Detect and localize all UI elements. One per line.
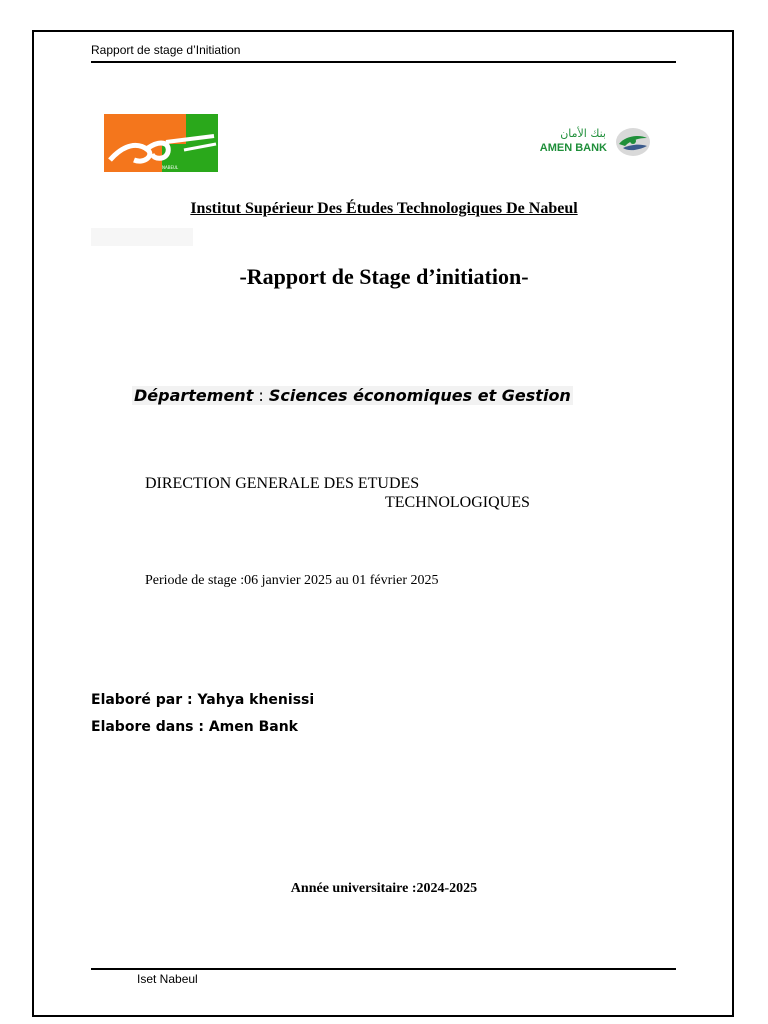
department-separator: : [253,386,269,405]
direction-line-2: TECHNOLOGIQUES [385,494,530,511]
academic-year: Année universitaire :2024-2025 [290,881,478,896]
department-label: Département [134,386,254,405]
internship-period: Periode de stage :06 janvier 2025 au 01 février 2025 [145,573,439,588]
svg-text:AMEN BANK: AMEN BANK [539,142,607,154]
svg-text:NABEUL: NABEUL [162,165,179,170]
organization-line: Elabore dans : Amen Bank [91,719,298,735]
department-value: Sciences économiques et Gestion [268,386,571,405]
footer-text: Iset Nabeul [137,972,198,986]
institute-name: Institut Supérieur Des Études Technologiques De Nabeul [190,200,578,217]
amen-bank-emblem-icon [533,124,653,160]
direction-line-1: DIRECTION GENERALE DES ETUDES [145,475,420,492]
highlight-box [91,228,193,246]
footer-rule [91,968,676,970]
page-border [32,30,734,1017]
header-text: Rapport de stage d’Initiation [91,43,241,57]
author-line: Elaboré par : Yahya khenissi [91,692,315,708]
department-line [132,386,573,405]
report-title: -Rapport de Stage d’initiation- [239,264,529,289]
iset-logo [104,114,218,172]
svg-text:بنك الأمان: بنك الأمان [560,127,606,140]
header-rule [91,61,676,63]
amen-bank-logo [533,124,653,160]
